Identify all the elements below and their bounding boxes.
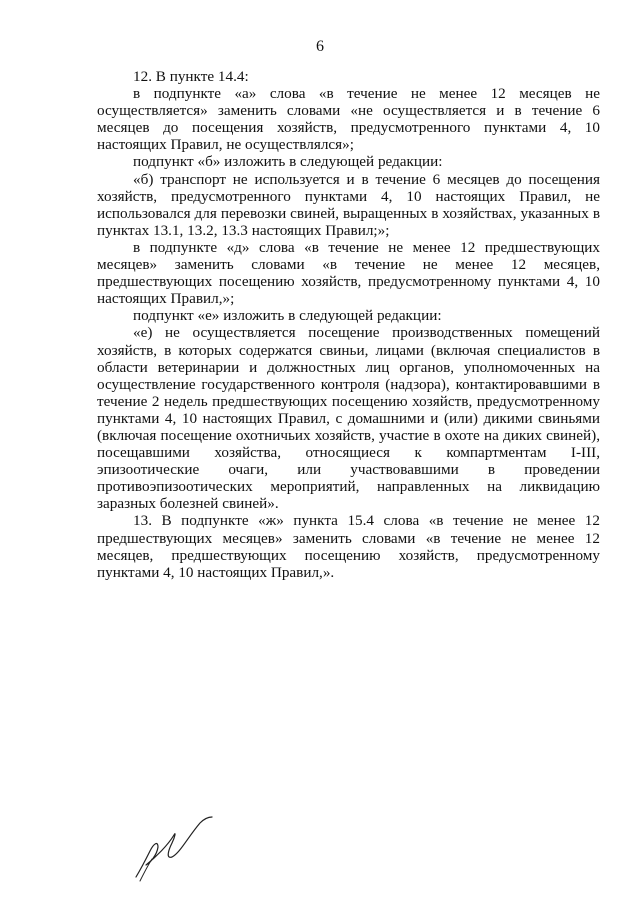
paragraph-4: «б) транспорт не используется и в течение 6 месяцев до посещения хозяйств, предусмотренного пунктами 4, 10 настоящих Правил, не использовался для перевозки свиней, выращенных в хозяйствах, указанных в пунктах 13.1, 13.2, 13.3 настоящих Правил;»;	[97, 170, 600, 239]
paragraph-7: «е) не осуществляется посещение производственных помещений хозяйств, в которых содержатся свиньи, лицами (включая специалистов в области ветеринарии и должностных лиц органов, уполномоченных на осуществление государственного контроля (надзора), контактировавшими в течение 2 недель предшествующих посещению хозяйств, предусмотренному пунктами 4, 10 настоящих Правил, с домашними и (или) дикими свиньями (включая посещение охотничьих хозяйств, участие в охоте на диких свиней), посещавшими хозяйства, относящиеся к компартментам I-III, эпизоотические очаги, или участвовавшими в проведении противоэпизоотических мероприятий, направленных на ликвидацию заразных болезней свиней».	[97, 324, 600, 513]
document-body	[97, 68, 600, 581]
paragraph-2: в подпункте «а» слова «в течение не менее 12 месяцев не осуществляется» заменить словами «не осуществляется и в течение 6 месяцев до посещения хозяйств, предусмотренного пунктами 4, 10 настоящих Правил, не осуществлялся»;	[97, 85, 600, 154]
paragraph-5: в подпункте «д» слова «в течение не менее 12 предшествующих месяцев» заменить словами «в течение не менее 12 месяцев, предшествующих посещению хозяйств, предусмотренному пунктами 4, 10 настоящих Правил,»;	[97, 238, 600, 308]
paragraph-6: подпункт «е» изложить в следующей редакции:	[133, 307, 442, 325]
handwritten-signature	[128, 815, 218, 885]
page-number: 6	[316, 38, 324, 55]
paragraph-1: 12. В пункте 14.4:	[133, 68, 249, 85]
paragraph-8: 13. В подпункте «ж» пункта 15.4 слова «в течение не менее 12 предшествующих месяцев» заменить словами «в течение не менее 12 месяцев, предшествующих посещению хозяйств, предусмотренному пунктами 4, 10 настоящих Правил,».	[97, 512, 600, 581]
paragraph-3: подпункт «б» изложить в следующей редакции:	[133, 153, 443, 171]
